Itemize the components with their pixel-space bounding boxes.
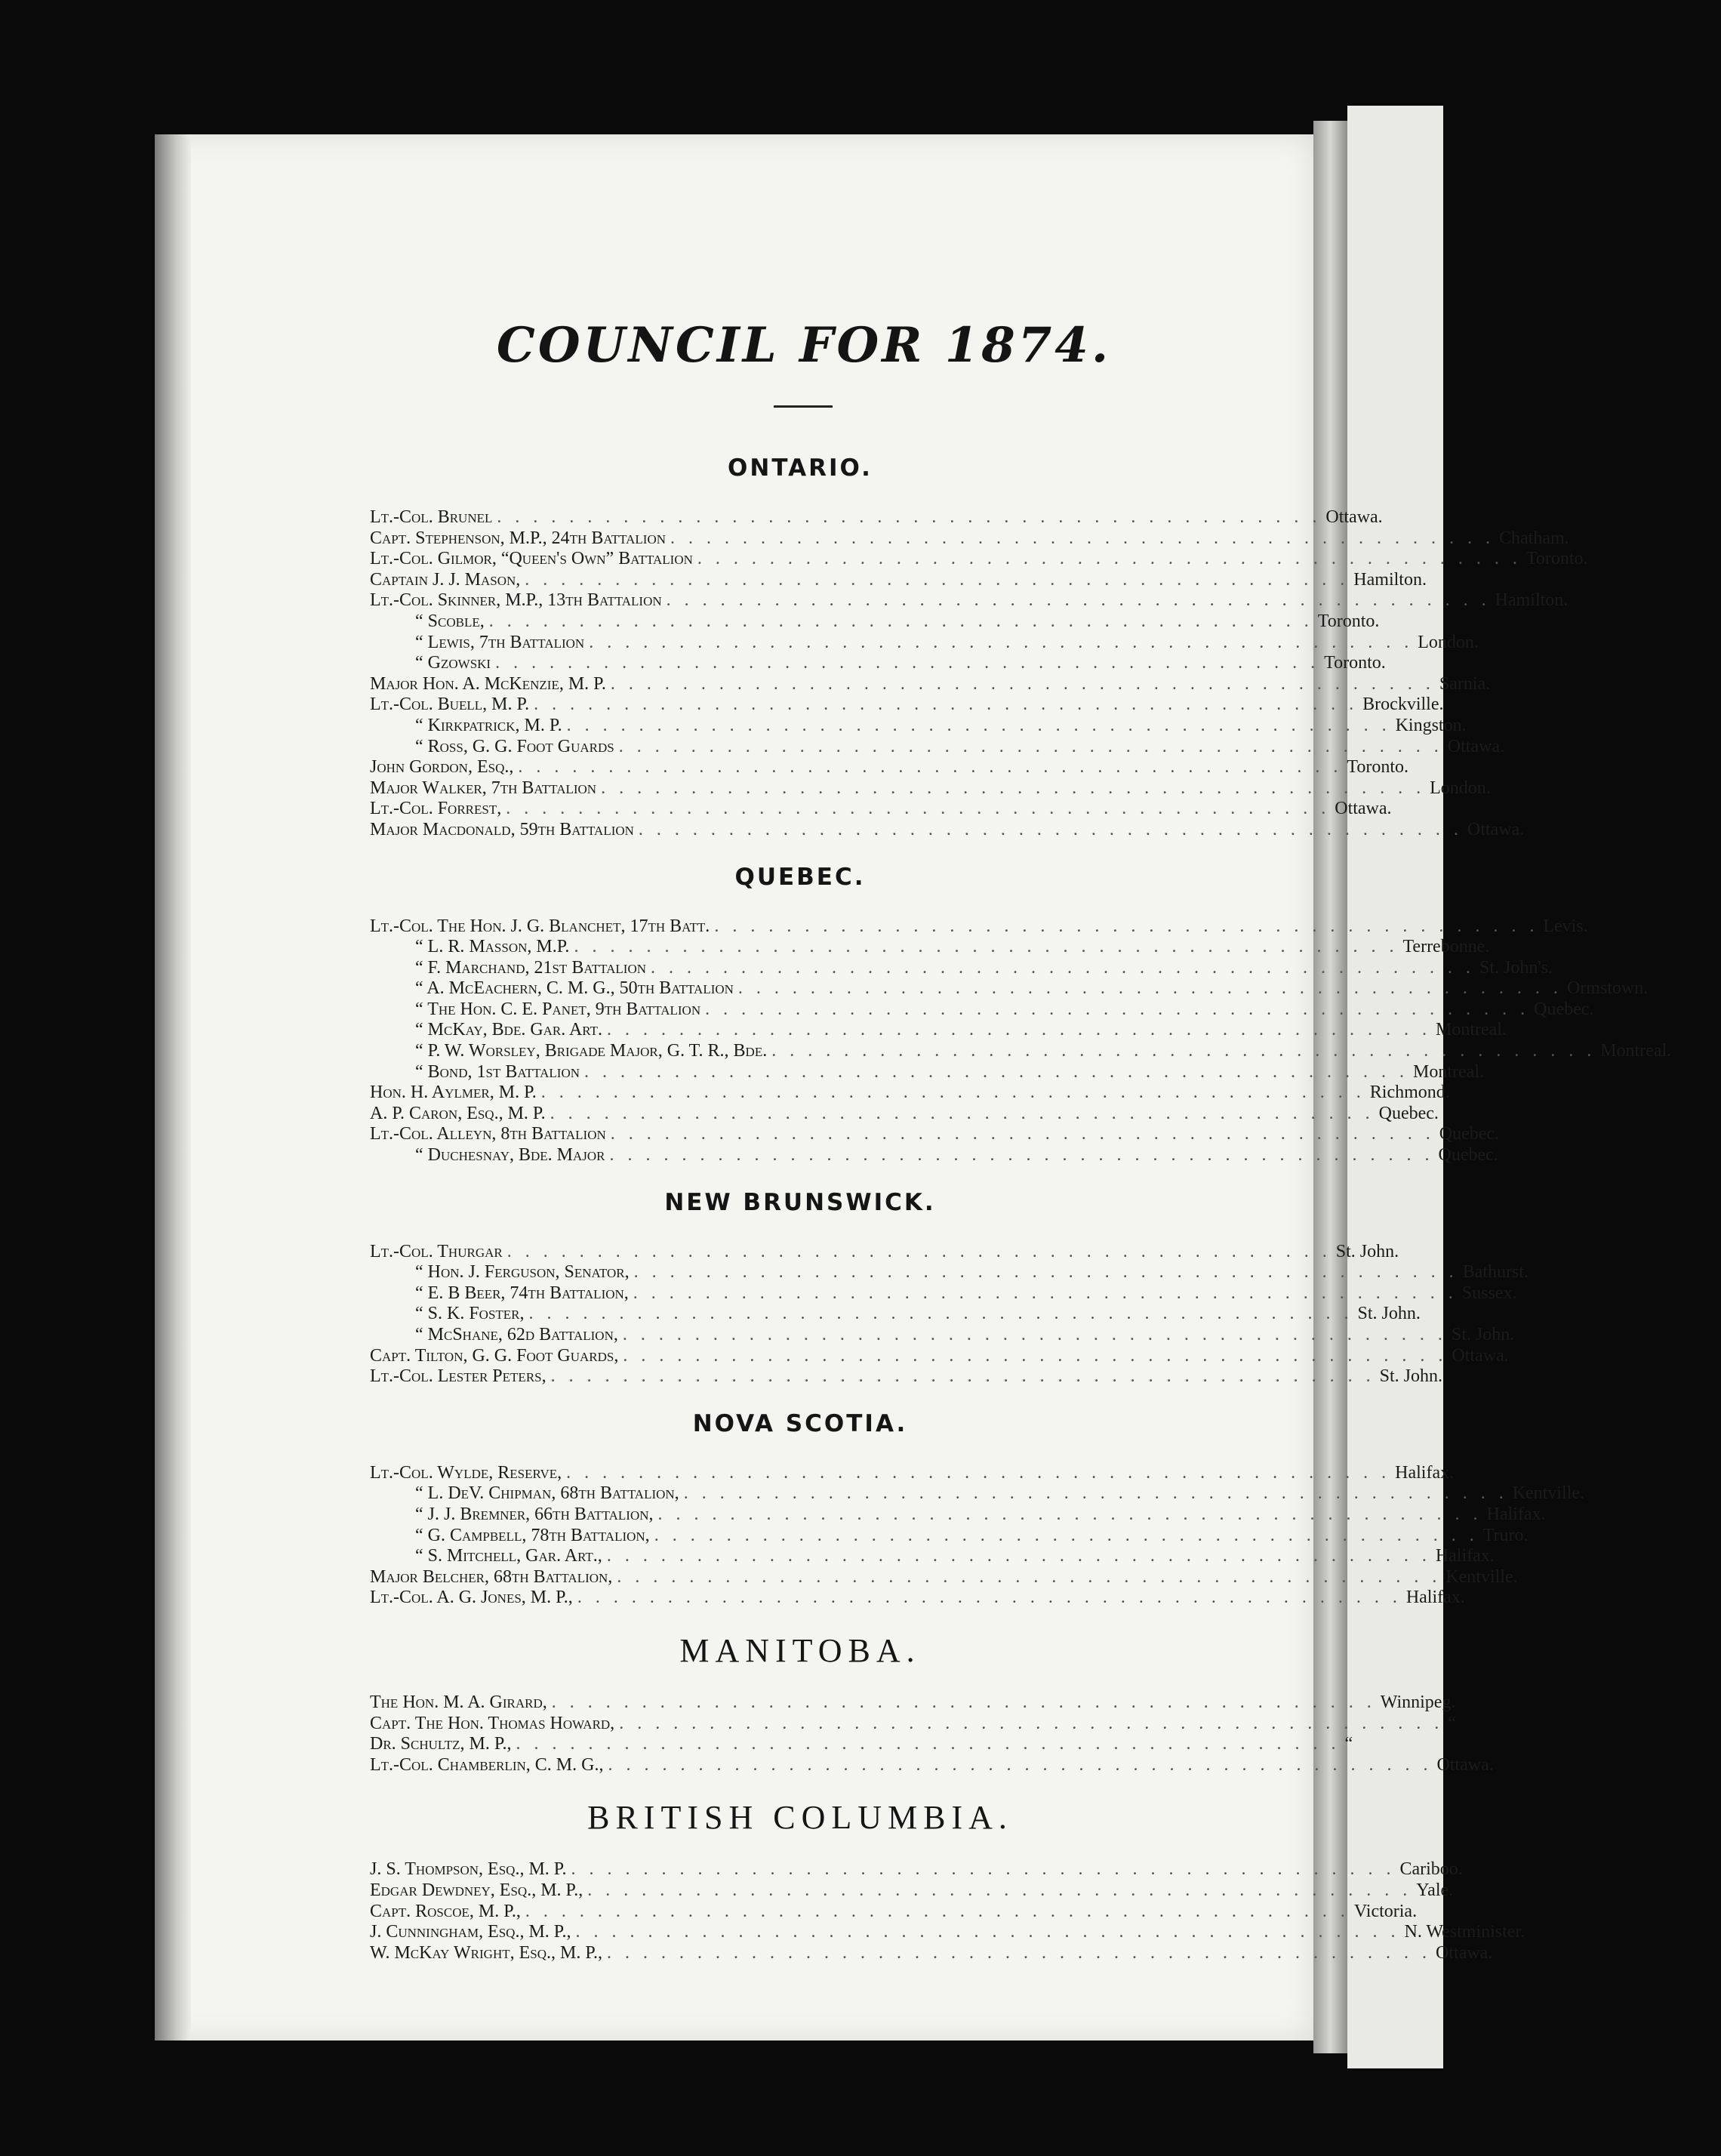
member-place: Halifax. (1435, 1546, 1495, 1566)
section-heading: MANITOBA. (679, 1631, 921, 1669)
page-content (370, 317, 1672, 1986)
member-name: Lt.-Col. Wylde, Reserve, (370, 1462, 562, 1483)
leader-dots: . . . . . . . . . . . . . . . . . . . . . . . . . . . . . . . . . . . . . . . . . . . . . . (589, 632, 1414, 652)
leader-dots: . . . . . . . . . . . . . . . . . . . . . . . . . . . . . . . . . . . . . . . . . . . . . . (622, 1325, 1447, 1344)
council-entry (370, 632, 1479, 654)
member-place: Montreal. (1435, 1020, 1507, 1040)
leader-dots: . . . . . . . . . . . . . . . . . . . . . . . . . . . . . . . . . . . . . . . . . . . . . . (606, 1020, 1431, 1040)
leader-dots: . . . . . . . . . . . . . . . . . . . . . . . . . . . . . . . . . . . . . . . . . . . . . . (518, 757, 1343, 778)
council-entry (370, 916, 1588, 938)
member-place: Toronto. (1526, 549, 1588, 569)
leader-dots: . . . . . . . . . . . . . . . . . . . . . . . . . . . . . . . . . . . . . . . . . . . . . . (610, 1124, 1435, 1144)
member-name: Lt.-Col. Brunel (370, 507, 493, 527)
section-nova-scotia (370, 1409, 1584, 1609)
member-name: The Hon. M. A. Girard, (370, 1692, 547, 1712)
section-heading: ONTARIO. (728, 454, 873, 482)
member-place: Richmond. (1369, 1083, 1450, 1103)
council-entry (370, 1366, 1442, 1388)
leader-dots: . . . . . . . . . . . . . . . . . . . . . . . . . . . . . . . . . . . . . . . . . . . . . . (516, 1734, 1341, 1754)
council-entry (370, 999, 1594, 1021)
leader-dots: . . . . . . . . . . . . . . . . . . . . . . . . . . . . . . . . . . . . . . . . . . . . . . (571, 1859, 1396, 1880)
leader-dots: . . . . . . . . . . . . . . . . . . . . . . . . . . . . . . . . . . . . . . . . . . . . . . (705, 999, 1530, 1019)
council-entry (370, 1922, 1526, 1943)
council-entry (370, 1145, 1498, 1166)
council-entry (370, 736, 1505, 758)
council-entry (370, 1504, 1546, 1526)
section-quebec (370, 863, 1672, 1166)
member-name: “ Duchesnay, Bde. Major (415, 1145, 605, 1166)
council-entry (370, 1525, 1529, 1547)
council-entry (370, 1345, 1509, 1367)
leader-dots: . . . . . . . . . . . . . . . . . . . . . . . . . . . . . . . . . . . . . . . . . . . . . . (633, 1262, 1458, 1283)
member-name: Capt. The Hon. Thomas Howard, (370, 1713, 615, 1733)
member-place: “ (1448, 1713, 1456, 1733)
leader-dots: . . . . . . . . . . . . . . . . . . . . . . . . . . . . . . . . . . . . . . . . . . . . . . (651, 957, 1476, 978)
member-name: Capt. Tilton, G. G. Foot Guards, (370, 1345, 619, 1366)
member-place: St. John. (1379, 1366, 1442, 1387)
member-name: “ A. McEachern, C. M. G., 50th Battalion (415, 978, 734, 999)
council-entry (370, 1483, 1584, 1505)
council-entry (370, 528, 1569, 550)
member-place: Halifax. (1405, 1588, 1465, 1608)
leader-dots: . . . . . . . . . . . . . . . . . . . . . . . . . . . . . . . . . . . . . . . . . . . . . . (506, 1241, 1332, 1261)
member-name: Lt.-Col. Skinner, M.P., 13th Battalion (370, 590, 662, 611)
member-name: “ E. B Beer, 74th Battalion, (415, 1283, 629, 1303)
council-entry (370, 1061, 1484, 1083)
member-place: “ (1344, 1734, 1353, 1754)
leader-dots: . . . . . . . . . . . . . . . . . . . . . . . . . . . . . . . . . . . . . . . . . . . . . . (534, 695, 1359, 715)
member-place: Cariboo. (1399, 1859, 1463, 1880)
council-entry (370, 695, 1444, 716)
member-name: Major Belcher, 68th Battalion, (370, 1566, 613, 1587)
member-name: John Gordon, Esq., (370, 757, 514, 778)
entry-list (370, 507, 1588, 841)
member-name: Dr. Schultz, M. P., (370, 1734, 512, 1754)
leader-dots: . . . . . . . . . . . . . . . . . . . . . . . . . . . . . . . . . . . . . . . . . . . . . . (566, 1462, 1391, 1483)
member-place: Ottawa. (1452, 1345, 1509, 1366)
member-place: Sussex. (1461, 1283, 1517, 1303)
leader-dots: . . . . . . . . . . . . . . . . . . . . . . . . . . . . . . . . . . . . . . . . . . . . . . (497, 507, 1322, 527)
section-heading: QUEBEC. (734, 863, 866, 891)
member-place: Toronto. (1317, 611, 1380, 631)
member-place: London. (1418, 632, 1479, 652)
council-entry (370, 1103, 1439, 1125)
member-name: “ McKay, Bde. Gar. Art. (415, 1020, 602, 1040)
member-place: St. John. (1451, 1325, 1515, 1344)
council-entry (370, 1241, 1399, 1263)
member-name: Capt. Roscoe, M. P., (370, 1901, 521, 1921)
member-place: Victoria. (1353, 1901, 1418, 1921)
member-place: Toronto. (1347, 757, 1409, 778)
member-place: Kentville. (1512, 1483, 1584, 1504)
leader-dots: . . . . . . . . . . . . . . . . . . . . . . . . . . . . . . . . . . . . . . . . . . . . . . (587, 1880, 1412, 1900)
leader-dots: . . . . . . . . . . . . . . . . . . . . . . . . . . . . . . . . . . . . . . . . . . . . . . (697, 549, 1522, 569)
member-name: “ Ross, G. G. Foot Guards (415, 736, 614, 756)
entry-list (370, 1462, 1584, 1609)
leader-dots: . . . . . . . . . . . . . . . . . . . . . . . . . . . . . . . . . . . . . . . . . . . . . . (606, 1546, 1431, 1566)
council-entry (370, 1880, 1454, 1902)
member-name: “ Scoble, (415, 611, 485, 631)
member-name: “ G. Campbell, 78th Battalion, (415, 1525, 650, 1545)
member-name: J. Cunningham, Esq., M. P., (370, 1922, 571, 1942)
member-name: Lt.-Col. Gilmor, “Queen's Own” Battalion (370, 549, 693, 569)
council-entry (370, 937, 1490, 958)
leader-dots: . . . . . . . . . . . . . . . . . . . . . . . . . . . . . . . . . . . . . . . . . . . . . . (683, 1483, 1508, 1504)
entry-list (370, 916, 1672, 1166)
leader-dots: . . . . . . . . . . . . . . . . . . . . . . . . . . . . . . . . . . . . . . . . . . . . . . (657, 1504, 1482, 1524)
council-entry (370, 653, 1386, 674)
member-place: St. John. (1335, 1241, 1399, 1261)
leader-dots: . . . . . . . . . . . . . . . . . . . . . . . . . . . . . . . . . . . . . . . . . . . . . . (654, 1525, 1479, 1545)
leader-dots: . . . . . . . . . . . . . . . . . . . . . . . . . . . . . . . . . . . . . . . . . . . . . . (550, 1103, 1375, 1123)
member-place: Bathurst. (1462, 1262, 1529, 1283)
member-place: Yale. (1416, 1880, 1454, 1900)
leader-dots: . . . . . . . . . . . . . . . . . . . . . . . . . . . . . . . . . . . . . . . . . . . . . . (575, 1922, 1400, 1942)
leader-dots: . . . . . . . . . . . . . . . . . . . . . . . . . . . . . . . . . . . . . . . . . . . . . . (495, 653, 1320, 673)
leader-dots: . . . . . . . . . . . . . . . . . . . . . . . . . . . . . . . . . . . . . . . . . . . . . . (737, 978, 1562, 999)
council-entry (370, 757, 1409, 778)
leader-dots: . . . . . . . . . . . . . . . . . . . . . . . . . . . . . . . . . . . . . . . . . . . . . . (584, 1061, 1409, 1082)
member-name: Lt.-Col. Thurgar (370, 1241, 503, 1261)
council-entry (370, 1304, 1421, 1325)
council-entry (370, 799, 1392, 820)
council-entry (370, 1713, 1456, 1735)
member-name: “ L. R. Masson, M.P. (415, 937, 570, 957)
leader-dots: . . . . . . . . . . . . . . . . . . . . . . . . . . . . . . . . . . . . . . . . . . . . . . (610, 673, 1435, 694)
member-name: Captain J. J. Mason, (370, 569, 521, 590)
member-place: Ottawa. (1447, 736, 1505, 756)
council-entry (370, 507, 1383, 528)
leader-dots: . . . . . . . . . . . . . . . . . . . . . . . . . . . . . . . . . . . . . . . . . . . . . . (577, 1588, 1402, 1608)
leader-dots: . . . . . . . . . . . . . . . . . . . . . . . . . . . . . . . . . . . . . . . . . . . . . . (771, 1041, 1596, 1061)
member-place: Terrebonne. (1402, 937, 1490, 957)
council-entry (370, 1262, 1529, 1283)
member-name: Lt.-Col. A. G. Jones, M. P., (370, 1588, 573, 1608)
member-name: “ F. Marchand, 21st Battalion (415, 957, 647, 978)
member-place: Montreal. (1413, 1061, 1484, 1082)
member-place: Kentville. (1445, 1566, 1518, 1587)
council-entry (370, 1546, 1495, 1567)
leader-dots: . . . . . . . . . . . . . . . . . . . . . . . . . . . . . . . . . . . . . . . . . . . . . . (488, 611, 1313, 631)
member-place: Ormstown. (1566, 978, 1649, 999)
member-name: “ S. K. Foster, (415, 1304, 525, 1324)
council-entry (370, 1901, 1418, 1923)
leader-dots: . . . . . . . . . . . . . . . . . . . . . . . . . . . . . . . . . . . . . . . . . . . . . . (540, 1083, 1365, 1103)
member-name: “ P. W. Worsley, Brigade Major, G. T. R., Bde. (415, 1041, 768, 1061)
council-entry (370, 590, 1569, 611)
council-entry (370, 1566, 1518, 1588)
member-name: W. McKay Wright, Esq., M. P., (370, 1942, 603, 1963)
council-entry (370, 569, 1427, 591)
member-name: Lt.-Col. Buell, M. P. (370, 695, 530, 715)
member-name: “ Gzowski (415, 653, 491, 673)
member-place: St. John. (1357, 1304, 1421, 1324)
leader-dots: . . . . . . . . . . . . . . . . . . . . . . . . . . . . . . . . . . . . . . . . . . . . . . (666, 590, 1491, 611)
member-name: Lt.-Col. Alleyn, 8th Battalion (370, 1124, 606, 1144)
member-place: Halifax. (1486, 1504, 1546, 1524)
leader-dots: . . . . . . . . . . . . . . . . . . . . . . . . . . . . . . . . . . . . . . . . . . . . . . (525, 569, 1350, 590)
section-new-brunswick (370, 1188, 1529, 1388)
member-name: “ S. Mitchell, Gar. Art., (415, 1546, 602, 1566)
member-place: Truro. (1482, 1525, 1529, 1545)
member-place: London. (1430, 778, 1491, 798)
member-place: Quebec. (1438, 1145, 1498, 1166)
member-place: N. Westminister. (1404, 1922, 1526, 1942)
leader-dots: . . . . . . . . . . . . . . . . . . . . . . . . . . . . . . . . . . . . . . . . . . . . . . (525, 1901, 1350, 1921)
council-entry (370, 1124, 1500, 1145)
council-entry (370, 1083, 1450, 1104)
leader-dots: . . . . . . . . . . . . . . . . . . . . . . . . . . . . . . . . . . . . . . . . . . . . . . (607, 1942, 1432, 1963)
section-heading: NOVA SCOTIA. (692, 1409, 908, 1437)
member-place: Hamilton. (1495, 590, 1569, 611)
member-name: Major Macdonald, 59th Battalion (370, 819, 634, 839)
member-name: “ Lewis, 7th Battalion (415, 632, 585, 652)
leader-dots: . . . . . . . . . . . . . . . . . . . . . . . . . . . . . . . . . . . . . . . . . . . . . . (633, 1283, 1458, 1303)
page-binding-shadow-left (155, 134, 191, 2040)
council-entry (370, 1283, 1517, 1304)
member-name: “ The Hon. C. E. Panet, 9th Battalion (415, 999, 701, 1019)
council-entry (370, 1588, 1465, 1609)
member-place: Ottawa. (1335, 799, 1392, 819)
council-entry (370, 819, 1525, 841)
council-entry (370, 673, 1491, 695)
council-entry (370, 978, 1649, 999)
member-place: Levis. (1543, 916, 1588, 936)
section-manitoba (370, 1631, 1494, 1776)
member-place: Ottawa. (1467, 819, 1525, 839)
member-name: Hon. H. Aylmer, M. P. (370, 1083, 537, 1103)
member-place: Halifax. (1395, 1462, 1455, 1483)
leader-dots: . . . . . . . . . . . . . . . . . . . . . . . . . . . . . . . . . . . . . . . . . . . . . . (550, 1366, 1375, 1387)
leader-dots: . . . . . . . . . . . . . . . . . . . . . . . . . . . . . . . . . . . . . . . . . . . . . . (714, 916, 1539, 936)
member-name: A. P. Caron, Esq., M. P. (370, 1103, 546, 1123)
member-place: Ottawa. (1436, 1942, 1493, 1963)
member-name: Capt. Stephenson, M.P., 24th Battalion (370, 528, 667, 548)
member-name: Major Hon. A. McKenzie, M. P. (370, 673, 606, 694)
member-name: Lt.-Col. Forrest, (370, 799, 502, 819)
member-name: Lt.-Col. Lester Peters, (370, 1366, 546, 1387)
page-title: COUNCIL FOR 1874. (496, 317, 1112, 374)
member-name: Lt.-Col. The Hon. J. G. Blanchet, 17th Batt. (370, 916, 710, 936)
leader-dots: . . . . . . . . . . . . . . . . . . . . . . . . . . . . . . . . . . . . . . . . . . . . . . (618, 736, 1443, 756)
member-name: “ Hon. J. Ferguson, Senator, (415, 1262, 630, 1283)
section-ontario (370, 454, 1588, 841)
member-name: J. S. Thompson, Esq., M. P. (370, 1859, 567, 1880)
council-entry (370, 1325, 1515, 1346)
leader-dots: . . . . . . . . . . . . . . . . . . . . . . . . . . . . . . . . . . . . . . . . . . . . . . (566, 715, 1391, 735)
leader-dots: . . . . . . . . . . . . . . . . . . . . . . . . . . . . . . . . . . . . . . . . . . . . . . (608, 1754, 1433, 1775)
section-british-columbia (370, 1798, 1526, 1964)
member-name: Lt.-Col. Chamberlin, C. M. G., (370, 1754, 604, 1775)
council-entry (370, 957, 1553, 979)
member-place: Sarnia. (1439, 673, 1491, 694)
council-entry (370, 1041, 1672, 1062)
member-place: Chatham. (1499, 528, 1569, 548)
leader-dots: . . . . . . . . . . . . . . . . . . . . . . . . . . . . . . . . . . . . . . . . . . . . . . (619, 1713, 1444, 1733)
member-place: Brockville. (1362, 695, 1444, 715)
member-name: Major Walker, 7th Battalion (370, 778, 597, 798)
leader-dots: . . . . . . . . . . . . . . . . . . . . . . . . . . . . . . . . . . . . . . . . . . . . . . (638, 819, 1463, 839)
section-heading: BRITISH COLUMBIA. (587, 1799, 1013, 1837)
leader-dots: . . . . . . . . . . . . . . . . . . . . . . . . . . . . . . . . . . . . . . . . . . . . . . (617, 1566, 1442, 1587)
council-entry (370, 1692, 1456, 1714)
leader-dots: . . . . . . . . . . . . . . . . . . . . . . . . . . . . . . . . . . . . . . . . . . . . . . (601, 778, 1426, 798)
member-name: “ Kirkpatrick, M. P. (415, 715, 562, 735)
member-place: Ottawa. (1325, 507, 1383, 527)
leader-dots: . . . . . . . . . . . . . . . . . . . . . . . . . . . . . . . . . . . . . . . . . . . . . . (506, 799, 1331, 819)
leader-dots: . . . . . . . . . . . . . . . . . . . . . . . . . . . . . . . . . . . . . . . . . . . . . . (623, 1345, 1448, 1366)
entry-list (370, 1692, 1494, 1776)
member-place: Quebec. (1378, 1103, 1439, 1123)
title-rule (774, 405, 833, 408)
council-entry (370, 1859, 1463, 1880)
member-place: St. John's. (1479, 957, 1553, 978)
council-entry (370, 715, 1467, 737)
section-heading: NEW BRUNSWICK. (664, 1188, 936, 1216)
leader-dots: . . . . . . . . . . . . . . . . . . . . . . . . . . . . . . . . . . . . . . . . . . . . . . (609, 1145, 1434, 1166)
council-entry (370, 1754, 1494, 1776)
entry-list (370, 1241, 1529, 1388)
council-entry (370, 1942, 1493, 1964)
leader-dots: . . . . . . . . . . . . . . . . . . . . . . . . . . . . . . . . . . . . . . . . . . . . . . (551, 1692, 1376, 1712)
member-place: Kingston. (1395, 715, 1467, 735)
council-entry (370, 1734, 1353, 1755)
council-entry (370, 1462, 1455, 1484)
council-entry (370, 778, 1491, 799)
member-name: “ L. DeV. Chipman, 68th Battalion, (415, 1483, 679, 1504)
entry-list (370, 1859, 1526, 1964)
member-place: Montreal. (1600, 1041, 1672, 1061)
member-name: “ McShane, 62d Battalion, (415, 1325, 618, 1344)
member-place: Hamilton. (1353, 569, 1427, 590)
member-name: “ Bond, 1st Battalion (415, 1061, 580, 1082)
leader-dots: . . . . . . . . . . . . . . . . . . . . . . . . . . . . . . . . . . . . . . . . . . . . . . (528, 1304, 1353, 1324)
member-place: Toronto. (1324, 653, 1386, 673)
member-place: Quebec. (1439, 1124, 1500, 1144)
leader-dots: . . . . . . . . . . . . . . . . . . . . . . . . . . . . . . . . . . . . . . . . . . . . . . (574, 937, 1399, 957)
leader-dots: . . . . . . . . . . . . . . . . . . . . . . . . . . . . . . . . . . . . . . . . . . . . . . (670, 528, 1495, 548)
member-place: Ottawa. (1436, 1754, 1494, 1775)
council-entry (370, 1020, 1507, 1041)
member-name: Edgar Dewdney, Esq., M. P., (370, 1880, 583, 1900)
council-entry (370, 611, 1380, 633)
council-entry (370, 549, 1588, 570)
member-name: “ J. J. Bremner, 66th Battalion, (415, 1504, 654, 1524)
member-place: Quebec. (1534, 999, 1594, 1019)
member-place: Winnipeg. (1380, 1692, 1456, 1712)
